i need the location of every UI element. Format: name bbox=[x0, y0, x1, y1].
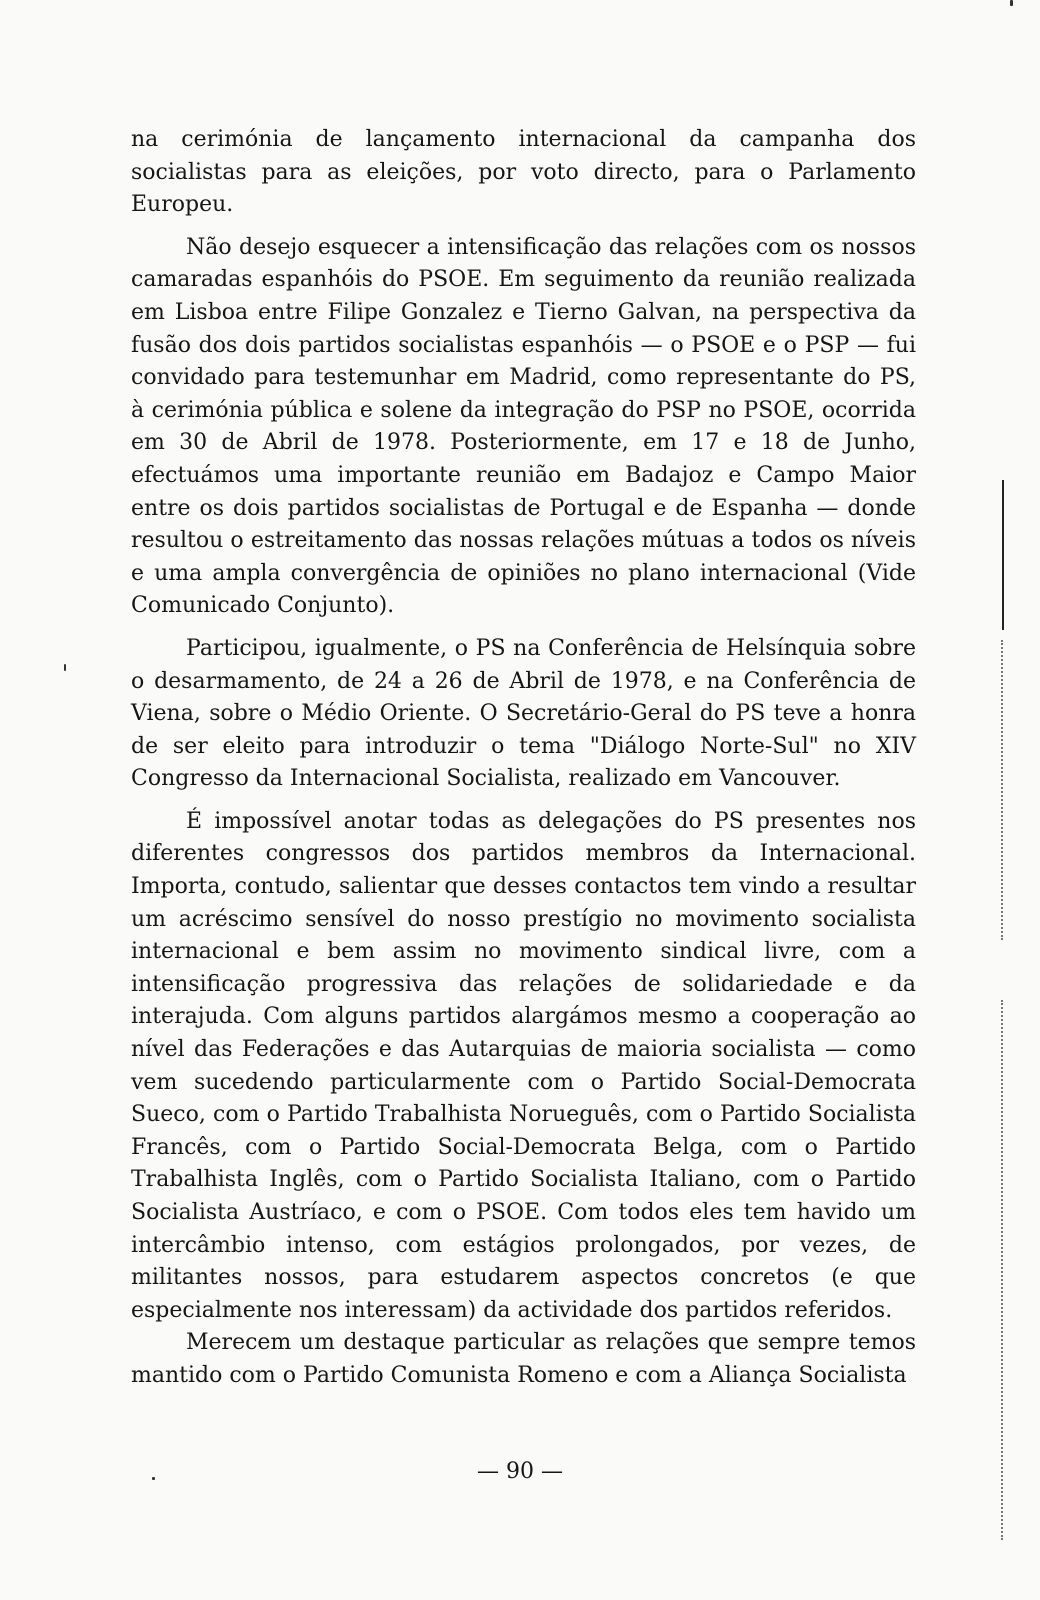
paragraph-continuation: na cerimónia de lançamento internacional da campanha dos socialistas para as eleições, por voto directo, para o Parlamento Europeu. bbox=[131, 127, 916, 218]
body-text bbox=[131, 124, 916, 1393]
scan-speck bbox=[1010, 0, 1013, 6]
page-number: — 90 — bbox=[477, 1459, 563, 1484]
scan-edge-line bbox=[1002, 480, 1004, 630]
scan-speck bbox=[64, 664, 66, 671]
scan-speck bbox=[152, 1477, 155, 1480]
scan-edge-dots bbox=[1001, 1000, 1006, 1540]
paragraph-conferences: Participou, igualmente, o PS na Conferência de Helsínquia sobre o desarmamento, de 24 a 26 de Abril de 1978, e na Conferência de Viena, sobre o Médio Oriente. O Secretário-Geral do PS teve a honra de ser eleito para introduzir o tema "Diálogo Norte-Sul" no XIV Congresso da Internacional Socialista, realizado em Vancouver. bbox=[131, 635, 916, 792]
paragraph-romanian-relations: Merecem um destaque particular as relações que sempre temos mantido com o Partido Comunista Romeno e com a Aliança Socialista bbox=[131, 1330, 916, 1388]
scan-edge-dots bbox=[1001, 640, 1006, 940]
paragraph-psoe-relations: Não desejo esquecer a intensificação das relações com os nossos camaradas espanhóis do PSOE. Em seguimento da reunião realizada em Lisboa entre Filipe Gonzalez e Tierno Galvan, na perspectiva da fusão dos dois partidos socialistas espanhóis — o PSOE e o PSP — fui convidado para testemunhar em Madrid, como representante do PS, à cerimónia pública e solene da integração do PSP no PSOE, ocorrida em 30 de Abril de 1978. Posteriormente, em 17 e 18 de Junho, efectuámos uma importante reunião em Badajoz e Campo Maior entre os dois partidos socialistas de Portugal e de Espanha — donde resultou o estreitamento das nossas relações mútuas a todos os níveis e uma ampla convergência de opiniões no plano internacional (Vide Comunicado Conjunto). bbox=[131, 234, 916, 619]
paragraph-delegations: É impossível anotar todas as delegações do PS presentes nos diferentes congressos dos partidos membros da Internacional. Importa, contudo, salientar que desses contactos tem vindo a resultar um acréscimo sensível do nosso prestígio no movimento socialista internacional e bem assim no movimento sindical livre, com a intensificação progressiva das relações de solidariedade e da interajuda. Com alguns partidos alargámos mesmo a cooperação ao nível das Federações e das Autarquias de maioria socialista — como vem sucedendo particularmente com o Partido Social-Democrata Sueco, com o Partido Trabalhista Norueguês, com o Partido Socialista Francês, com o Partido Social-Democrata Belga, com o Partido Trabalhista Inglês, com o Partido Socialista Italiano, com o Partido Socialista Austríaco, e com o PSOE. Com todos eles tem havido um intercâmbio intenso, com estágios prolongados, por vezes, de militantes nossos, para estudarem aspectos concretos (e que especialmente nos interessam) da actividade dos partidos referidos. bbox=[131, 808, 916, 1323]
